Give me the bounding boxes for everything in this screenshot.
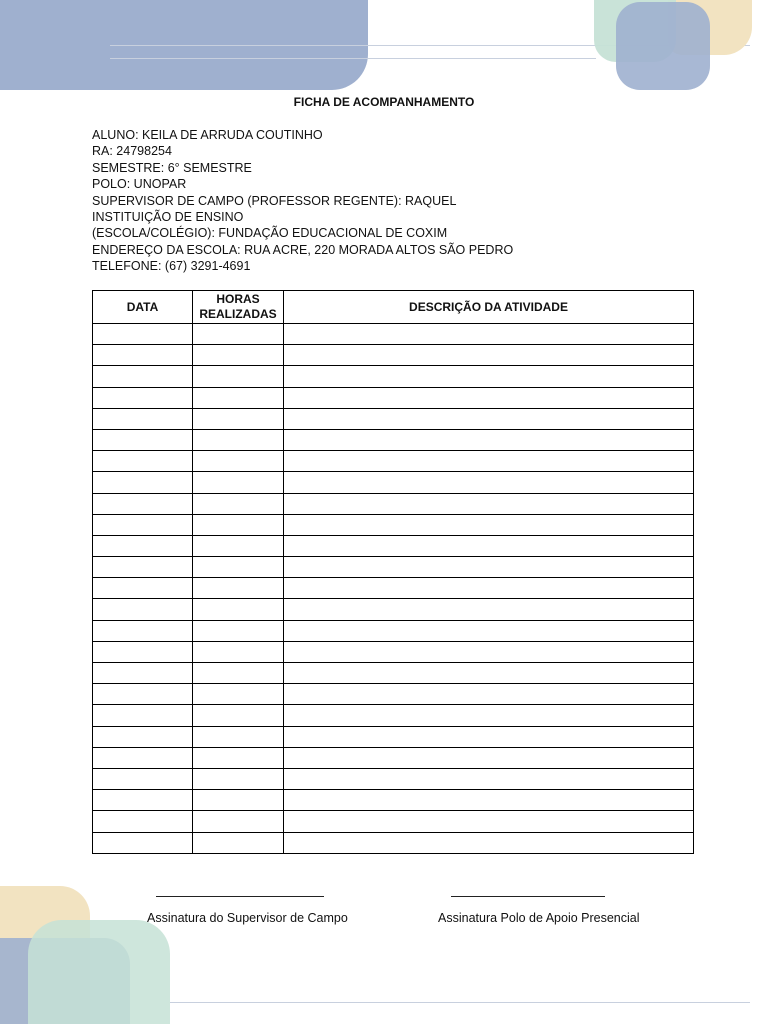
cell-descricao[interactable] [284, 790, 694, 811]
info-line-supervisor: SUPERVISOR DE CAMPO (PROFESSOR REGENTE): RAQUEL [92, 193, 457, 208]
table-row [93, 451, 694, 472]
cell-descricao[interactable] [284, 684, 694, 705]
cell-descricao[interactable] [284, 663, 694, 684]
cell-descricao[interactable] [284, 408, 694, 429]
info-line-telefone: TELEFONE: (67) 3291-4691 [92, 259, 251, 274]
cell-data[interactable] [93, 366, 193, 387]
header-rule-line [110, 58, 596, 59]
cell-data[interactable] [93, 663, 193, 684]
cell-horas[interactable] [193, 705, 284, 726]
table-row [93, 493, 694, 514]
cell-descricao[interactable] [284, 429, 694, 450]
cell-data[interactable] [93, 451, 193, 472]
info-line-escola: (ESCOLA/COLÉGIO): FUNDAÇÃO EDUCACIONAL DE COXIM [92, 226, 448, 241]
table-row [93, 620, 694, 641]
table-row [93, 324, 694, 345]
cell-horas[interactable] [193, 429, 284, 450]
cell-descricao[interactable] [284, 641, 694, 662]
cell-horas[interactable] [193, 641, 284, 662]
table-row [93, 663, 694, 684]
header-horas-line1: HORAS [216, 292, 260, 306]
cell-horas[interactable] [193, 620, 284, 641]
table-row [93, 768, 694, 789]
cell-data[interactable] [93, 684, 193, 705]
table-row [93, 790, 694, 811]
cell-horas[interactable] [193, 768, 284, 789]
info-line-endereco: ENDEREÇO DA ESCOLA: RUA ACRE, 220 MORADA ALTOS SÃO PEDRO [92, 242, 514, 257]
cell-horas[interactable] [193, 324, 284, 345]
footer-rule-line [170, 1002, 750, 1003]
table-row [93, 705, 694, 726]
table-row [93, 726, 694, 747]
cell-data[interactable] [93, 747, 193, 768]
cell-data[interactable] [93, 324, 193, 345]
table-row [93, 366, 694, 387]
table-row [93, 345, 694, 366]
info-line-semestre: SEMESTRE: 6° SEMESTRE [92, 160, 252, 175]
cell-horas[interactable] [193, 408, 284, 429]
table-row [93, 832, 694, 853]
info-line-aluno: ALUNO: KEILA DE ARRUDA COUTINHO [92, 128, 323, 142]
cell-descricao[interactable] [284, 366, 694, 387]
cell-descricao[interactable] [284, 747, 694, 768]
info-line-polo: POLO: UNOPAR [92, 177, 187, 192]
document-title: FICHA DE ACOMPANHAMENTO [293, 95, 475, 109]
cell-descricao[interactable] [284, 324, 694, 345]
cell-descricao[interactable] [284, 557, 694, 578]
cell-horas[interactable] [193, 726, 284, 747]
cell-descricao[interactable] [284, 811, 694, 832]
table-row [93, 747, 694, 768]
cell-data[interactable] [93, 387, 193, 408]
supervisor-signature-line [156, 896, 324, 897]
cell-horas[interactable] [193, 514, 284, 535]
table-row [93, 387, 694, 408]
cell-descricao[interactable] [284, 451, 694, 472]
cell-data[interactable] [93, 557, 193, 578]
cell-data[interactable] [93, 832, 193, 853]
cell-horas[interactable] [193, 451, 284, 472]
cell-data[interactable] [93, 599, 193, 620]
table-row [93, 684, 694, 705]
cell-descricao[interactable] [284, 832, 694, 853]
cell-horas[interactable] [193, 599, 284, 620]
cell-descricao[interactable] [284, 472, 694, 493]
table-row [93, 578, 694, 599]
table-row [93, 472, 694, 493]
cell-data[interactable] [93, 620, 193, 641]
cell-horas[interactable] [193, 345, 284, 366]
cell-data[interactable] [93, 514, 193, 535]
cell-data[interactable] [93, 811, 193, 832]
cell-descricao[interactable] [284, 768, 694, 789]
cell-horas[interactable] [193, 684, 284, 705]
cell-horas[interactable] [193, 557, 284, 578]
table-body [93, 324, 694, 854]
cell-data[interactable] [93, 641, 193, 662]
cell-descricao[interactable] [284, 345, 694, 366]
header-descricao: DESCRIÇÃO DA ATIVIDADE [284, 291, 694, 324]
info-line-instituicao: INSTITUIÇÃO DE ENSINO [92, 210, 244, 225]
cell-data[interactable] [93, 790, 193, 811]
cell-descricao[interactable] [284, 387, 694, 408]
activity-log-table [92, 290, 694, 854]
cell-horas[interactable] [193, 832, 284, 853]
cell-horas[interactable] [193, 472, 284, 493]
table-row [93, 599, 694, 620]
cell-data[interactable] [93, 705, 193, 726]
cell-horas[interactable] [193, 663, 284, 684]
table-header-row [93, 291, 694, 324]
header-data: DATA [93, 291, 193, 324]
cell-horas[interactable] [193, 387, 284, 408]
table-row [93, 514, 694, 535]
cell-descricao[interactable] [284, 493, 694, 514]
cell-data[interactable] [93, 578, 193, 599]
info-line-ra: RA: 24798254 [92, 144, 172, 159]
cell-descricao[interactable] [284, 535, 694, 556]
cell-data[interactable] [93, 408, 193, 429]
table-row [93, 641, 694, 662]
cell-data[interactable] [93, 429, 193, 450]
table-row [93, 429, 694, 450]
cell-descricao[interactable] [284, 620, 694, 641]
cell-descricao[interactable] [284, 578, 694, 599]
footer-decoration-green [28, 920, 170, 1024]
student-info-block [92, 127, 513, 275]
cell-horas[interactable] [193, 535, 284, 556]
cell-data[interactable] [93, 345, 193, 366]
cell-horas[interactable] [193, 493, 284, 514]
cell-horas[interactable] [193, 790, 284, 811]
cell-data[interactable] [93, 493, 193, 514]
cell-horas[interactable] [193, 578, 284, 599]
cell-data[interactable] [93, 768, 193, 789]
cell-descricao[interactable] [284, 599, 694, 620]
cell-descricao[interactable] [284, 514, 694, 535]
cell-descricao[interactable] [284, 726, 694, 747]
cell-descricao[interactable] [284, 705, 694, 726]
header-horas-line2: REALIZADAS [199, 307, 277, 321]
table-row [93, 535, 694, 556]
cell-data[interactable] [93, 472, 193, 493]
cell-data[interactable] [93, 726, 193, 747]
table-row [93, 408, 694, 429]
cell-horas[interactable] [193, 811, 284, 832]
header-decoration-blue-square [616, 2, 710, 90]
table-row [93, 811, 694, 832]
cell-data[interactable] [93, 535, 193, 556]
polo-signature-label: Assinatura Polo de Apoio Presencial [438, 911, 640, 925]
polo-signature-line [451, 896, 605, 897]
header-horas-realizadas [193, 291, 284, 324]
cell-horas[interactable] [193, 366, 284, 387]
supervisor-signature-label: Assinatura do Supervisor de Campo [147, 911, 348, 925]
table-row [93, 557, 694, 578]
cell-horas[interactable] [193, 747, 284, 768]
